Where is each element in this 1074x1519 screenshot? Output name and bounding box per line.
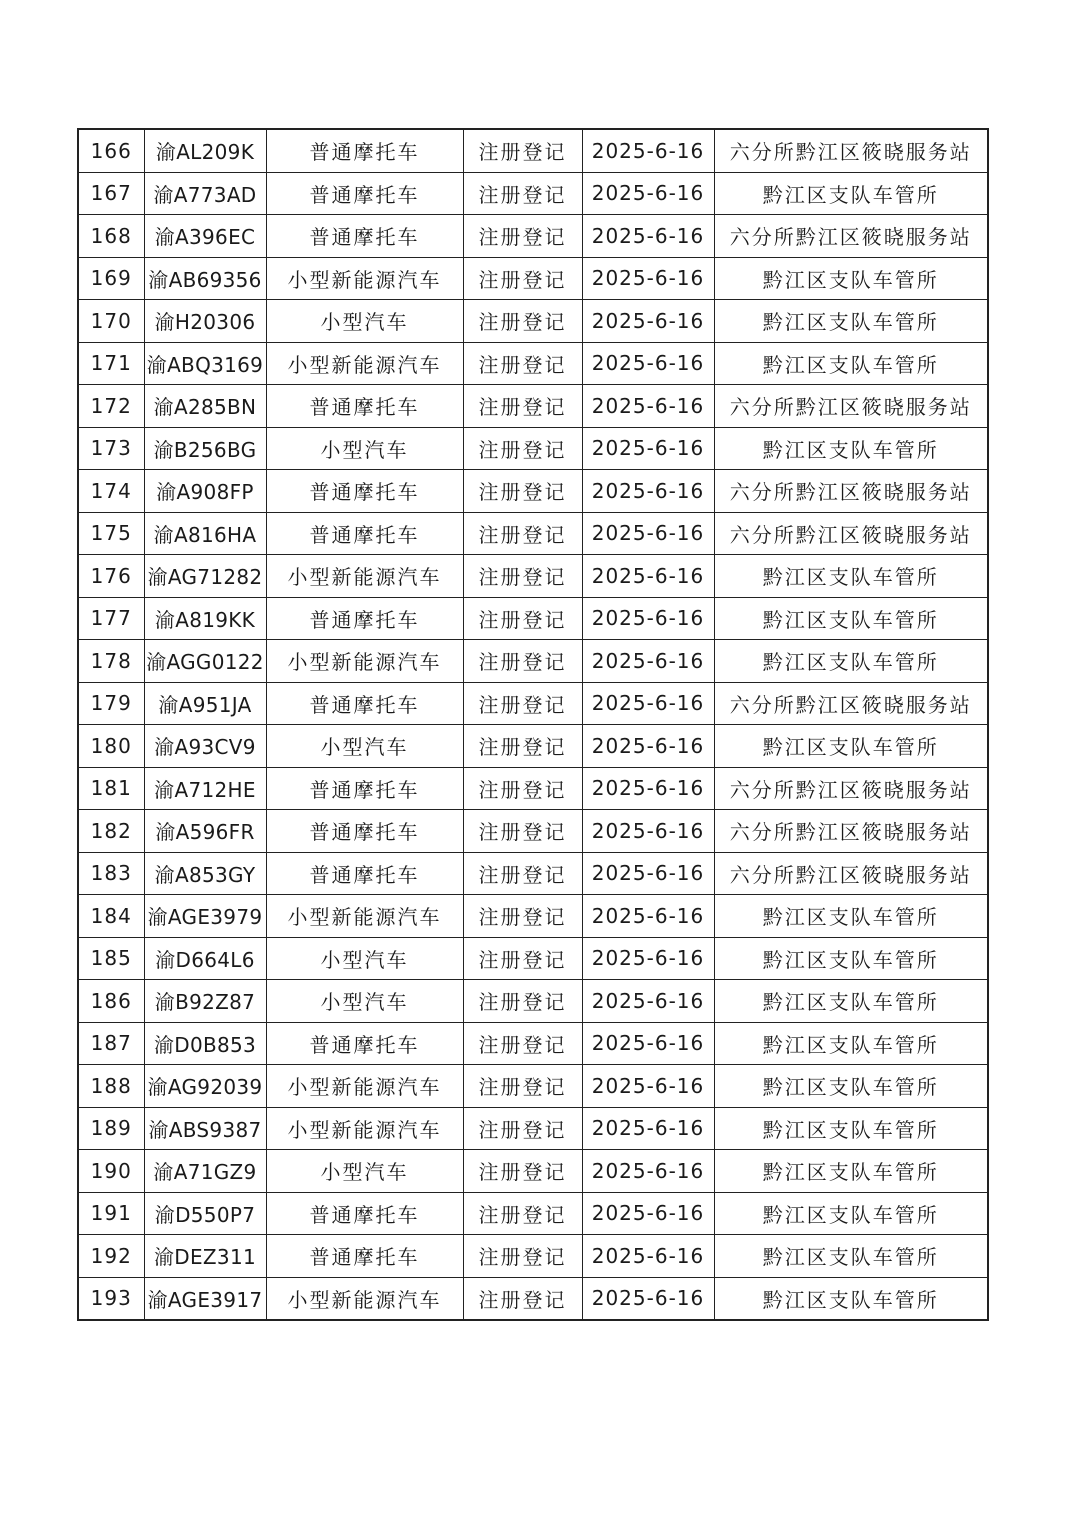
plate-number-cell: 渝A816HA — [144, 512, 266, 555]
business-type-cell: 注册登记 — [463, 895, 582, 938]
date-cell: 2025-6-16 — [582, 555, 714, 598]
date-cell: 2025-6-16 — [582, 852, 714, 895]
table-row — [78, 810, 988, 853]
office-cell: 黔江区支队车管所 — [714, 1022, 988, 1065]
row-number-cell: 179 — [78, 682, 144, 725]
row-number-cell: 167 — [78, 172, 144, 215]
plate-number-cell: 渝A93CV9 — [144, 725, 266, 768]
vehicle-type-cell: 小型汽车 — [266, 427, 463, 470]
vehicle-type-cell: 普通摩托车 — [266, 172, 463, 215]
business-type-cell: 注册登记 — [463, 470, 582, 513]
date-cell: 2025-6-16 — [582, 1277, 714, 1320]
vehicle-type-cell: 普通摩托车 — [266, 470, 463, 513]
table-row — [78, 895, 988, 938]
plate-number-cell: 渝AG71282 — [144, 555, 266, 598]
business-type-cell: 注册登记 — [463, 1150, 582, 1193]
office-cell: 黔江区支队车管所 — [714, 1150, 988, 1193]
date-cell: 2025-6-16 — [582, 640, 714, 683]
plate-number-cell: 渝ABS9387 — [144, 1107, 266, 1150]
plate-number-cell: 渝A596FR — [144, 810, 266, 853]
vehicle-type-cell: 普通摩托车 — [266, 852, 463, 895]
table-row — [78, 512, 988, 555]
row-number-cell: 189 — [78, 1107, 144, 1150]
row-number-cell: 171 — [78, 342, 144, 385]
date-cell: 2025-6-16 — [582, 767, 714, 810]
row-number-cell: 166 — [78, 129, 144, 172]
vehicle-type-cell: 普通摩托车 — [266, 682, 463, 725]
office-cell: 六分所黔江区筱晓服务站 — [714, 385, 988, 428]
vehicle-type-cell: 普通摩托车 — [266, 1235, 463, 1278]
business-type-cell: 注册登记 — [463, 810, 582, 853]
plate-number-cell: 渝D550P7 — [144, 1192, 266, 1235]
office-cell: 黔江区支队车管所 — [714, 1235, 988, 1278]
vehicle-type-cell: 小型新能源汽车 — [266, 1107, 463, 1150]
office-cell: 黔江区支队车管所 — [714, 342, 988, 385]
plate-number-cell: 渝AGG0122 — [144, 640, 266, 683]
date-cell: 2025-6-16 — [582, 385, 714, 428]
office-cell: 黔江区支队车管所 — [714, 555, 988, 598]
date-cell: 2025-6-16 — [582, 980, 714, 1023]
office-cell: 黔江区支队车管所 — [714, 257, 988, 300]
plate-number-cell: 渝A951JA — [144, 682, 266, 725]
business-type-cell: 注册登记 — [463, 512, 582, 555]
vehicle-type-cell: 普通摩托车 — [266, 810, 463, 853]
office-cell: 黔江区支队车管所 — [714, 1192, 988, 1235]
office-cell: 黔江区支队车管所 — [714, 300, 988, 343]
table-row — [78, 597, 988, 640]
date-cell: 2025-6-16 — [582, 597, 714, 640]
row-number-cell: 174 — [78, 470, 144, 513]
row-number-cell: 177 — [78, 597, 144, 640]
date-cell: 2025-6-16 — [582, 257, 714, 300]
row-number-cell: 183 — [78, 852, 144, 895]
date-cell: 2025-6-16 — [582, 300, 714, 343]
plate-number-cell: 渝H20306 — [144, 300, 266, 343]
table-row — [78, 1235, 988, 1278]
row-number-cell: 185 — [78, 937, 144, 980]
table-row — [78, 682, 988, 725]
table-row — [78, 172, 988, 215]
business-type-cell: 注册登记 — [463, 129, 582, 172]
date-cell: 2025-6-16 — [582, 1107, 714, 1150]
vehicle-type-cell: 普通摩托车 — [266, 597, 463, 640]
vehicle-type-cell: 小型新能源汽车 — [266, 640, 463, 683]
table-row — [78, 427, 988, 470]
business-type-cell: 注册登记 — [463, 852, 582, 895]
table-row — [78, 725, 988, 768]
row-number-cell: 172 — [78, 385, 144, 428]
table-row — [78, 767, 988, 810]
office-cell: 黔江区支队车管所 — [714, 895, 988, 938]
date-cell: 2025-6-16 — [582, 427, 714, 470]
date-cell: 2025-6-16 — [582, 895, 714, 938]
business-type-cell: 注册登记 — [463, 725, 582, 768]
table-row — [78, 555, 988, 598]
vehicle-registration-table — [77, 128, 989, 1321]
business-type-cell: 注册登记 — [463, 1192, 582, 1235]
business-type-cell: 注册登记 — [463, 597, 582, 640]
office-cell: 六分所黔江区筱晓服务站 — [714, 810, 988, 853]
row-number-cell: 182 — [78, 810, 144, 853]
table-row — [78, 1065, 988, 1108]
business-type-cell: 注册登记 — [463, 1107, 582, 1150]
office-cell: 六分所黔江区筱晓服务站 — [714, 767, 988, 810]
vehicle-type-cell: 普通摩托车 — [266, 215, 463, 258]
office-cell: 黔江区支队车管所 — [714, 172, 988, 215]
vehicle-type-cell: 小型新能源汽车 — [266, 895, 463, 938]
business-type-cell: 注册登记 — [463, 257, 582, 300]
business-type-cell: 注册登记 — [463, 767, 582, 810]
vehicle-type-cell: 普通摩托车 — [266, 1022, 463, 1065]
vehicle-type-cell: 普通摩托车 — [266, 1192, 463, 1235]
vehicle-type-cell: 小型新能源汽车 — [266, 1277, 463, 1320]
office-cell: 黔江区支队车管所 — [714, 725, 988, 768]
vehicle-type-cell: 小型汽车 — [266, 300, 463, 343]
office-cell: 六分所黔江区筱晓服务站 — [714, 512, 988, 555]
table-row — [78, 1150, 988, 1193]
vehicle-type-cell: 小型汽车 — [266, 980, 463, 1023]
business-type-cell: 注册登记 — [463, 172, 582, 215]
plate-number-cell: 渝AGE3979 — [144, 895, 266, 938]
table-row — [78, 300, 988, 343]
vehicle-type-cell: 小型新能源汽车 — [266, 1065, 463, 1108]
date-cell: 2025-6-16 — [582, 810, 714, 853]
plate-number-cell: 渝AGE3917 — [144, 1277, 266, 1320]
row-number-cell: 175 — [78, 512, 144, 555]
business-type-cell: 注册登记 — [463, 427, 582, 470]
business-type-cell: 注册登记 — [463, 215, 582, 258]
row-number-cell: 176 — [78, 555, 144, 598]
table-row — [78, 470, 988, 513]
date-cell: 2025-6-16 — [582, 1022, 714, 1065]
office-cell: 黔江区支队车管所 — [714, 1277, 988, 1320]
date-cell: 2025-6-16 — [582, 1150, 714, 1193]
row-number-cell: 169 — [78, 257, 144, 300]
table-body — [78, 129, 988, 1320]
office-cell: 六分所黔江区筱晓服务站 — [714, 682, 988, 725]
row-number-cell: 178 — [78, 640, 144, 683]
date-cell: 2025-6-16 — [582, 1192, 714, 1235]
row-number-cell: 180 — [78, 725, 144, 768]
vehicle-type-cell: 普通摩托车 — [266, 512, 463, 555]
row-number-cell: 186 — [78, 980, 144, 1023]
date-cell: 2025-6-16 — [582, 1065, 714, 1108]
plate-number-cell: 渝B256BG — [144, 427, 266, 470]
business-type-cell: 注册登记 — [463, 1065, 582, 1108]
office-cell: 黔江区支队车管所 — [714, 937, 988, 980]
vehicle-type-cell: 小型汽车 — [266, 1150, 463, 1193]
table-row — [78, 129, 988, 172]
date-cell: 2025-6-16 — [582, 682, 714, 725]
business-type-cell: 注册登记 — [463, 682, 582, 725]
plate-number-cell: 渝AL209K — [144, 129, 266, 172]
business-type-cell: 注册登记 — [463, 1235, 582, 1278]
plate-number-cell: 渝A396EC — [144, 215, 266, 258]
table-row — [78, 1022, 988, 1065]
plate-number-cell: 渝A285BN — [144, 385, 266, 428]
table-row — [78, 640, 988, 683]
row-number-cell: 193 — [78, 1277, 144, 1320]
plate-number-cell: 渝D664L6 — [144, 937, 266, 980]
vehicle-type-cell: 小型新能源汽车 — [266, 257, 463, 300]
plate-number-cell: 渝ABQ3169 — [144, 342, 266, 385]
row-number-cell: 168 — [78, 215, 144, 258]
date-cell: 2025-6-16 — [582, 215, 714, 258]
plate-number-cell: 渝A853GY — [144, 852, 266, 895]
plate-number-cell: 渝B92Z87 — [144, 980, 266, 1023]
vehicle-type-cell: 小型汽车 — [266, 937, 463, 980]
vehicle-type-cell: 小型汽车 — [266, 725, 463, 768]
date-cell: 2025-6-16 — [582, 172, 714, 215]
table-row — [78, 980, 988, 1023]
plate-number-cell: 渝AG92039 — [144, 1065, 266, 1108]
vehicle-type-cell: 普通摩托车 — [266, 767, 463, 810]
plate-number-cell: 渝A908FP — [144, 470, 266, 513]
table-row — [78, 1107, 988, 1150]
office-cell: 六分所黔江区筱晓服务站 — [714, 852, 988, 895]
business-type-cell: 注册登记 — [463, 385, 582, 428]
vehicle-type-cell: 小型新能源汽车 — [266, 342, 463, 385]
table-row — [78, 937, 988, 980]
date-cell: 2025-6-16 — [582, 129, 714, 172]
business-type-cell: 注册登记 — [463, 640, 582, 683]
row-number-cell: 173 — [78, 427, 144, 470]
row-number-cell: 187 — [78, 1022, 144, 1065]
business-type-cell: 注册登记 — [463, 1277, 582, 1320]
office-cell: 黔江区支队车管所 — [714, 980, 988, 1023]
row-number-cell: 190 — [78, 1150, 144, 1193]
row-number-cell: 191 — [78, 1192, 144, 1235]
table-row — [78, 385, 988, 428]
date-cell: 2025-6-16 — [582, 470, 714, 513]
vehicle-type-cell: 普通摩托车 — [266, 129, 463, 172]
office-cell: 六分所黔江区筱晓服务站 — [714, 470, 988, 513]
plate-number-cell: 渝A819KK — [144, 597, 266, 640]
plate-number-cell: 渝DEZ311 — [144, 1235, 266, 1278]
row-number-cell: 181 — [78, 767, 144, 810]
plate-number-cell: 渝D0B853 — [144, 1022, 266, 1065]
table-row — [78, 1192, 988, 1235]
office-cell: 黔江区支队车管所 — [714, 427, 988, 470]
office-cell: 黔江区支队车管所 — [714, 597, 988, 640]
table-row — [78, 1277, 988, 1320]
table-row — [78, 215, 988, 258]
date-cell: 2025-6-16 — [582, 1235, 714, 1278]
plate-number-cell: 渝AB69356 — [144, 257, 266, 300]
office-cell: 黔江区支队车管所 — [714, 640, 988, 683]
vehicle-type-cell: 普通摩托车 — [266, 385, 463, 428]
plate-number-cell: 渝A773AD — [144, 172, 266, 215]
date-cell: 2025-6-16 — [582, 342, 714, 385]
table-row — [78, 257, 988, 300]
business-type-cell: 注册登记 — [463, 980, 582, 1023]
row-number-cell: 170 — [78, 300, 144, 343]
business-type-cell: 注册登记 — [463, 1022, 582, 1065]
row-number-cell: 192 — [78, 1235, 144, 1278]
table-row — [78, 342, 988, 385]
vehicle-type-cell: 小型新能源汽车 — [266, 555, 463, 598]
table-row — [78, 852, 988, 895]
business-type-cell: 注册登记 — [463, 342, 582, 385]
business-type-cell: 注册登记 — [463, 300, 582, 343]
date-cell: 2025-6-16 — [582, 725, 714, 768]
plate-number-cell: 渝A712HE — [144, 767, 266, 810]
office-cell: 黔江区支队车管所 — [714, 1065, 988, 1108]
business-type-cell: 注册登记 — [463, 555, 582, 598]
office-cell: 六分所黔江区筱晓服务站 — [714, 129, 988, 172]
row-number-cell: 184 — [78, 895, 144, 938]
date-cell: 2025-6-16 — [582, 512, 714, 555]
plate-number-cell: 渝A71GZ9 — [144, 1150, 266, 1193]
business-type-cell: 注册登记 — [463, 937, 582, 980]
row-number-cell: 188 — [78, 1065, 144, 1108]
office-cell: 六分所黔江区筱晓服务站 — [714, 215, 988, 258]
date-cell: 2025-6-16 — [582, 937, 714, 980]
office-cell: 黔江区支队车管所 — [714, 1107, 988, 1150]
